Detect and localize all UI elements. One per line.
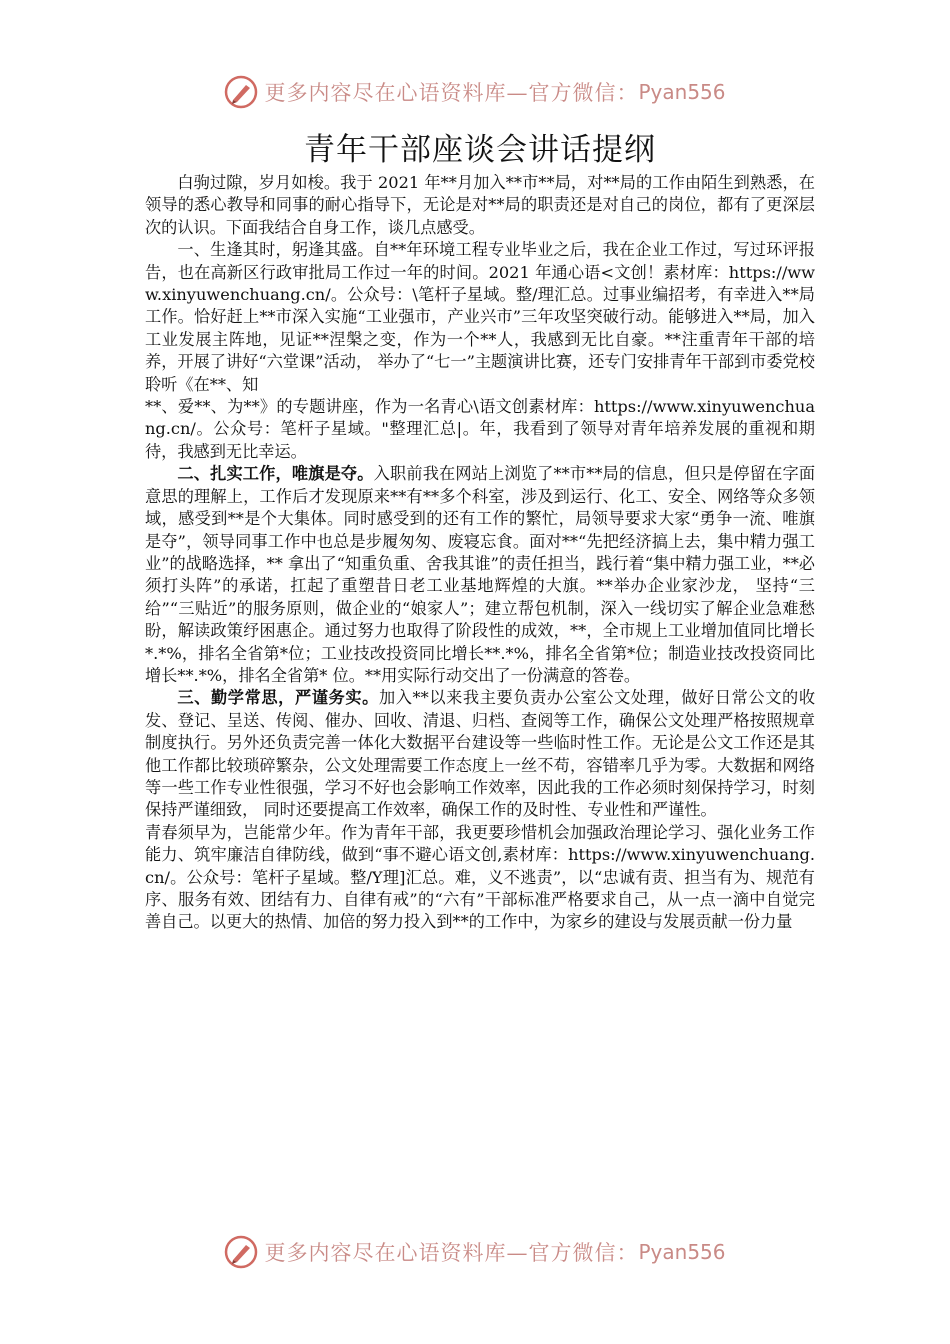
document-body: [145, 128, 815, 934]
paragraph-section-1-cont: **、爱**、为**》的专题讲座，作为一名青心\语文创素材库：https://www.xinyuwenchuang.cn/。公众号：笔杆子星域。"整理汇总|。年，我看到了领导对青年培养发展的重视和期待，我感到无比幸运。: [145, 397, 815, 461]
section-3-body: 加入**以来我主要负责办公室公文处理，做好日常公文的收发、登记、呈送、传阅、催办、回收、清退、归档、查阅等工作，确保公文处理严格按照规章制度执行。另外还负责完善一体化大数据平台建设等一些临时性工作。无论是公文工作还是其他工作都比较琐碎繁杂，公文处理需要工作态度上一丝不苟，容错率几乎为零。大数据和网络等一些工作专业性很强，学习不好也会影响工作效率，因此我的工作必须时刻保持学习，时刻保持严谨细致， 同时还要提高工作效率，确保工作的及时性、专业性和严谨性。: [145, 688, 816, 820]
paragraph-intro: 白驹过隙，岁月如梭。我于 2021 年**月加入**市**局，对**局的工作由陌生到熟悉，在领导的悉心教导和同事的耐心指导下，无论是对**局的职责还是对自己的岗位，都有了更深层次的认识。下面我结合自身工作，谈几点感受。: [145, 173, 815, 237]
section-2-heading: 二、扎实工作，唯旗是夺。: [177, 464, 374, 484]
watermark-banner-top: [0, 72, 950, 112]
paragraph-section-3: [145, 687, 815, 821]
paragraph-conclusion: 青春须早为，岂能常少年。作为青年干部，我更要珍惜机会加强政治理论学习、强化业务工作能力、筑牢廉洁自律防线，做到“事不避心语文创,素材库：https://www.xinyuwenchuang.cn/。公众号：笔杆子星域。整/Y理]汇总。难，义不逃责”，以“忠诚有责、担当有为、规范有序、服务有效、团结有力、自律有戒”的“六有”干部标准严格要求自己，从一点一滴中自觉完善自己。以更大的热情、加倍的努力投入到**的工作中，为家乡的建设与发展贡献一份力量: [145, 822, 815, 932]
pen-logo-icon: [224, 75, 258, 109]
paragraph-section-2: [145, 463, 815, 687]
banner-text: 更多内容尽在心语资料库—官方微信：: [264, 1241, 639, 1265]
document-title: 青年干部座谈会讲话提纲: [304, 132, 656, 168]
banner-wechat-id: Pyan556: [638, 1240, 726, 1264]
paragraph-section-1: 一、生逢其时，躬逢其盛。自**年环境工程专业毕业之后，我在企业工作过，写过环评报告，也在高新区行政审批局工作过一年的时间。2021 年通心语<文创！素材库：https://www.xinyuwenchuang.cn/。公众号：\笔杆子星域。整/理汇总。过事业编招考，有幸进入**局工作。恰好赶上**市深入实施“工业强市，产业兴市”三年攻坚突破行动。能够进入**局，加入工业发展主阵地，见证**涅槃之变，作为一个**人，我感到无比自豪。**注重青年干部的培养，开展了讲好“六堂课”活动， 举办了“七一”主题演讲比赛，还专门安排青年干部到市委党校聆听《在**、知: [145, 240, 815, 394]
watermark-banner-bottom: [0, 1232, 950, 1272]
banner-wechat-id: Pyan556: [638, 80, 726, 104]
section-3-heading: 三、勤学常思，严谨务实。: [177, 688, 379, 708]
pen-logo-icon: [224, 1235, 258, 1269]
banner-text: 更多内容尽在心语资料库—官方微信：: [264, 81, 639, 105]
section-2-body: 入职前我在网站上浏览了**市**局的信息，但只是停留在字面意思的理解上，工作后才发现原来**有**多个科室，涉及到运行、化工、安全、网络等众多领域，感受到**是个大集体。同时感受到的还有工作的繁忙，局领导要求大家“勇争一流、唯旗是夺”，领导同事工作中也总是步履匆匆、废寝忘食。面对**“先把经济搞上去，集中精力强工业”的战略选择，** 拿出了“知重负重、舍我其谁”的责任担当，践行着“集中精力强工业，**必须打头阵”的承诺，扛起了重塑昔日老工业基地辉煌的大旗。**举办企业家沙龙， 坚持“三给”“三贴近”的服务原则，做企业的“娘家人”；建立帮包机制，深入一线切实了解企业急难愁盼，解读政策纾困惠企。通过努力也取得了阶段性的成效，**，全市规上工业增加值同比增长*.*%，排名全省第*位；工业技改投资同比增长**.*%，排名全省第*位；制造业技改投资同比增长**.*%，排名全省第* 位。**用实际行动交出了一份满意的答卷。: [145, 464, 816, 685]
